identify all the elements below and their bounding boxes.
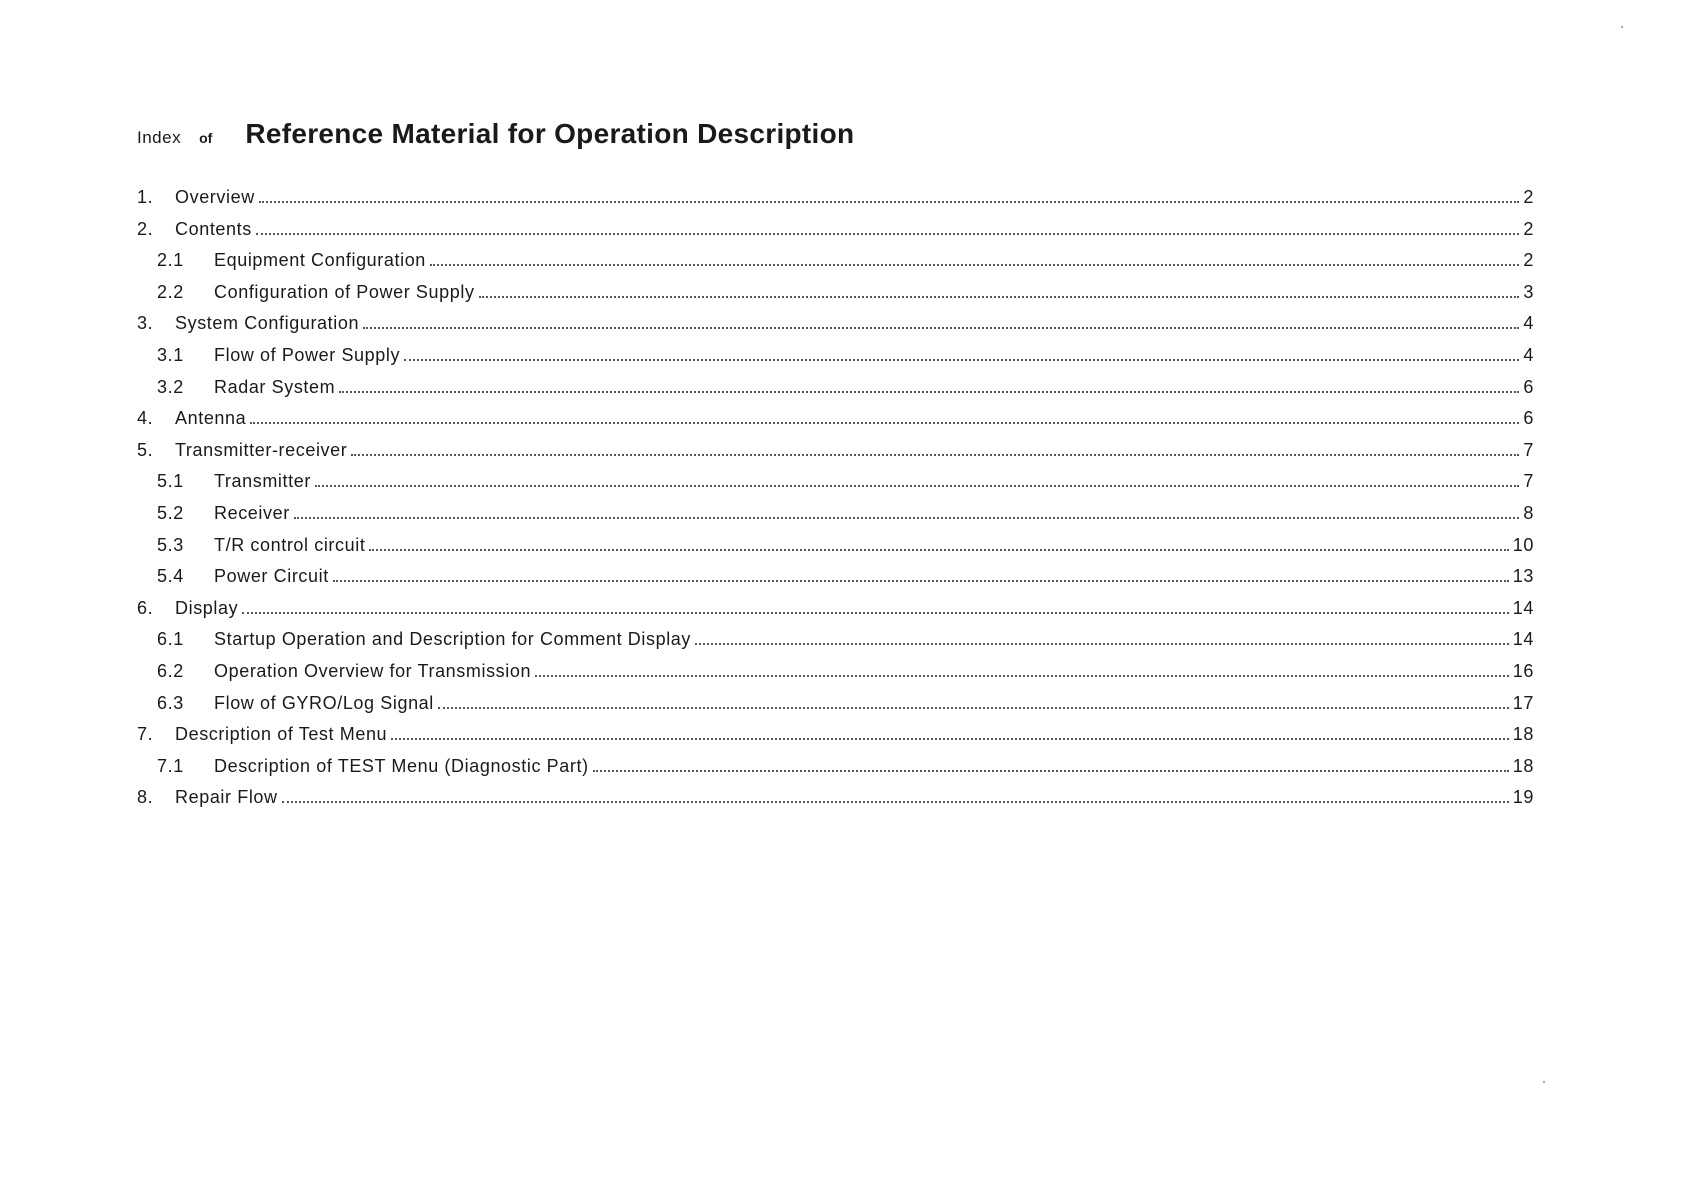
toc-entry	[137, 408, 1534, 440]
toc-entry	[137, 345, 1534, 377]
toc-entry-page-number: 2	[1523, 187, 1534, 207]
toc-entry-number: 7.1	[157, 755, 184, 776]
toc-entry-number: 5.2	[157, 502, 184, 523]
toc-entry-label: Transmitter-receiver	[175, 439, 348, 460]
toc-entry-page-number: 8	[1523, 502, 1534, 523]
dot-leader	[535, 675, 1509, 677]
toc-entry-number: 5.	[137, 439, 154, 460]
toc-entry-page-number: 14	[1512, 629, 1534, 650]
toc-entry-number: 1.	[137, 187, 154, 207]
dot-leader	[242, 612, 1509, 614]
table-of-contents	[137, 187, 1534, 819]
toc-entry-page-number: 14	[1512, 597, 1534, 618]
toc-entry	[137, 282, 1534, 314]
toc-entry	[137, 219, 1534, 251]
toc-entry-label: Configuration of Power Supply	[214, 281, 475, 302]
toc-entry	[137, 693, 1534, 725]
dot-leader	[363, 327, 1519, 329]
toc-entry-page-number: 2	[1523, 218, 1534, 239]
toc-entry-page-number: 7	[1523, 471, 1534, 492]
toc-entry-page-number: 10	[1512, 534, 1534, 555]
toc-entry	[137, 440, 1534, 472]
toc-entry-page-number: 18	[1512, 724, 1534, 745]
toc-entry-number: 5.4	[157, 566, 184, 587]
toc-entry-page-number: 6	[1523, 376, 1534, 397]
toc-entry	[137, 787, 1534, 819]
toc-entry	[137, 629, 1534, 661]
scan-speck	[1621, 26, 1623, 28]
toc-entry-page-number: 17	[1512, 692, 1534, 713]
toc-entry	[137, 566, 1534, 598]
dot-leader	[695, 643, 1509, 645]
toc-entry-label: Flow of Power Supply	[214, 344, 401, 365]
toc-entry-number: 2.1	[157, 250, 184, 271]
toc-entry-label: Repair Flow	[175, 787, 278, 808]
scan-speck	[1543, 1081, 1545, 1083]
toc-entry-label: Display	[175, 597, 239, 618]
toc-entry-number: 6.3	[157, 692, 184, 713]
toc-entry-page-number: 13	[1512, 566, 1534, 587]
toc-entry	[137, 724, 1534, 756]
toc-entry-page-number: 4	[1523, 344, 1534, 365]
toc-entry-page-number: 16	[1512, 660, 1534, 681]
toc-entry-label: T/R control circuit	[214, 534, 366, 555]
dot-leader	[259, 201, 1520, 203]
toc-entry	[137, 250, 1534, 282]
toc-entry-page-number: 2	[1523, 250, 1534, 271]
toc-entry	[137, 535, 1534, 567]
toc-entry-label: Startup Operation and Description for Comment Display	[214, 629, 692, 650]
dot-leader	[430, 264, 1519, 266]
toc-entry	[137, 598, 1534, 630]
toc-entry-number: 6.	[137, 597, 154, 618]
dot-leader	[404, 359, 1519, 361]
toc-entry-label: Power Circuit	[214, 566, 329, 587]
dot-leader	[479, 296, 1520, 298]
toc-entry-number: 3.2	[157, 376, 184, 397]
dot-leader	[294, 517, 1520, 519]
toc-entry-number: 3.	[137, 313, 154, 334]
toc-entry-number: 6.2	[157, 660, 184, 681]
toc-entry-number: 3.1	[157, 344, 184, 365]
toc-entry-label: Equipment Configuration	[214, 250, 426, 271]
toc-entry-page-number: 19	[1512, 787, 1534, 808]
toc-entry-label: Contents	[175, 218, 252, 239]
toc-entry-number: 8.	[137, 787, 154, 808]
dot-leader	[351, 454, 1519, 456]
toc-entry-page-number: 3	[1523, 281, 1534, 302]
toc-entry-label: Antenna	[175, 408, 247, 429]
toc-entry-number: 4.	[137, 408, 154, 429]
toc-entry	[137, 377, 1534, 409]
dot-leader	[391, 738, 1509, 740]
toc-entry	[137, 313, 1534, 345]
toc-entry-label: Radar System	[214, 376, 336, 397]
toc-entry	[137, 187, 1534, 219]
toc-entry-label: Operation Overview for Transmission	[214, 660, 532, 681]
of-word: of	[199, 130, 213, 146]
toc-entry-page-number: 6	[1523, 408, 1534, 429]
toc-entry-label: System Configuration	[175, 313, 360, 334]
toc-entry-label: Transmitter	[214, 471, 311, 492]
toc-entry-number: 2.	[137, 218, 154, 239]
dot-leader	[438, 707, 1509, 709]
toc-entry-number: 5.3	[157, 534, 184, 555]
dot-leader	[282, 801, 1509, 803]
toc-entry-number: 7.	[137, 724, 154, 745]
toc-entry-page-number: 7	[1523, 439, 1534, 460]
toc-entry-label: Flow of GYRO/Log Signal	[214, 692, 434, 713]
toc-entry	[137, 471, 1534, 503]
toc-entry	[137, 503, 1534, 535]
index-word: Index	[137, 128, 182, 147]
toc-entry-label: Description of Test Menu	[175, 724, 388, 745]
toc-entry	[137, 756, 1534, 788]
toc-entry-page-number: 18	[1512, 755, 1534, 776]
dot-leader	[339, 391, 1519, 393]
dot-leader	[369, 549, 1508, 551]
toc-entry-label: Receiver	[214, 502, 290, 523]
dot-leader	[315, 485, 1519, 487]
toc-entry-number: 5.1	[157, 471, 184, 492]
toc-entry	[137, 661, 1534, 693]
toc-entry-page-number: 4	[1523, 313, 1534, 334]
dot-leader	[333, 580, 1509, 582]
document-title: Reference Material for Operation Description	[245, 118, 855, 149]
dot-leader	[593, 770, 1509, 772]
toc-entry-label: Description of TEST Menu (Diagnostic Part)	[214, 755, 589, 776]
dot-leader	[250, 422, 1519, 424]
dot-leader	[256, 233, 1520, 235]
toc-entry-number: 2.2	[157, 281, 184, 302]
toc-entry-number: 6.1	[157, 629, 184, 650]
toc-entry-label: Overview	[175, 187, 255, 207]
index-heading	[137, 118, 854, 150]
